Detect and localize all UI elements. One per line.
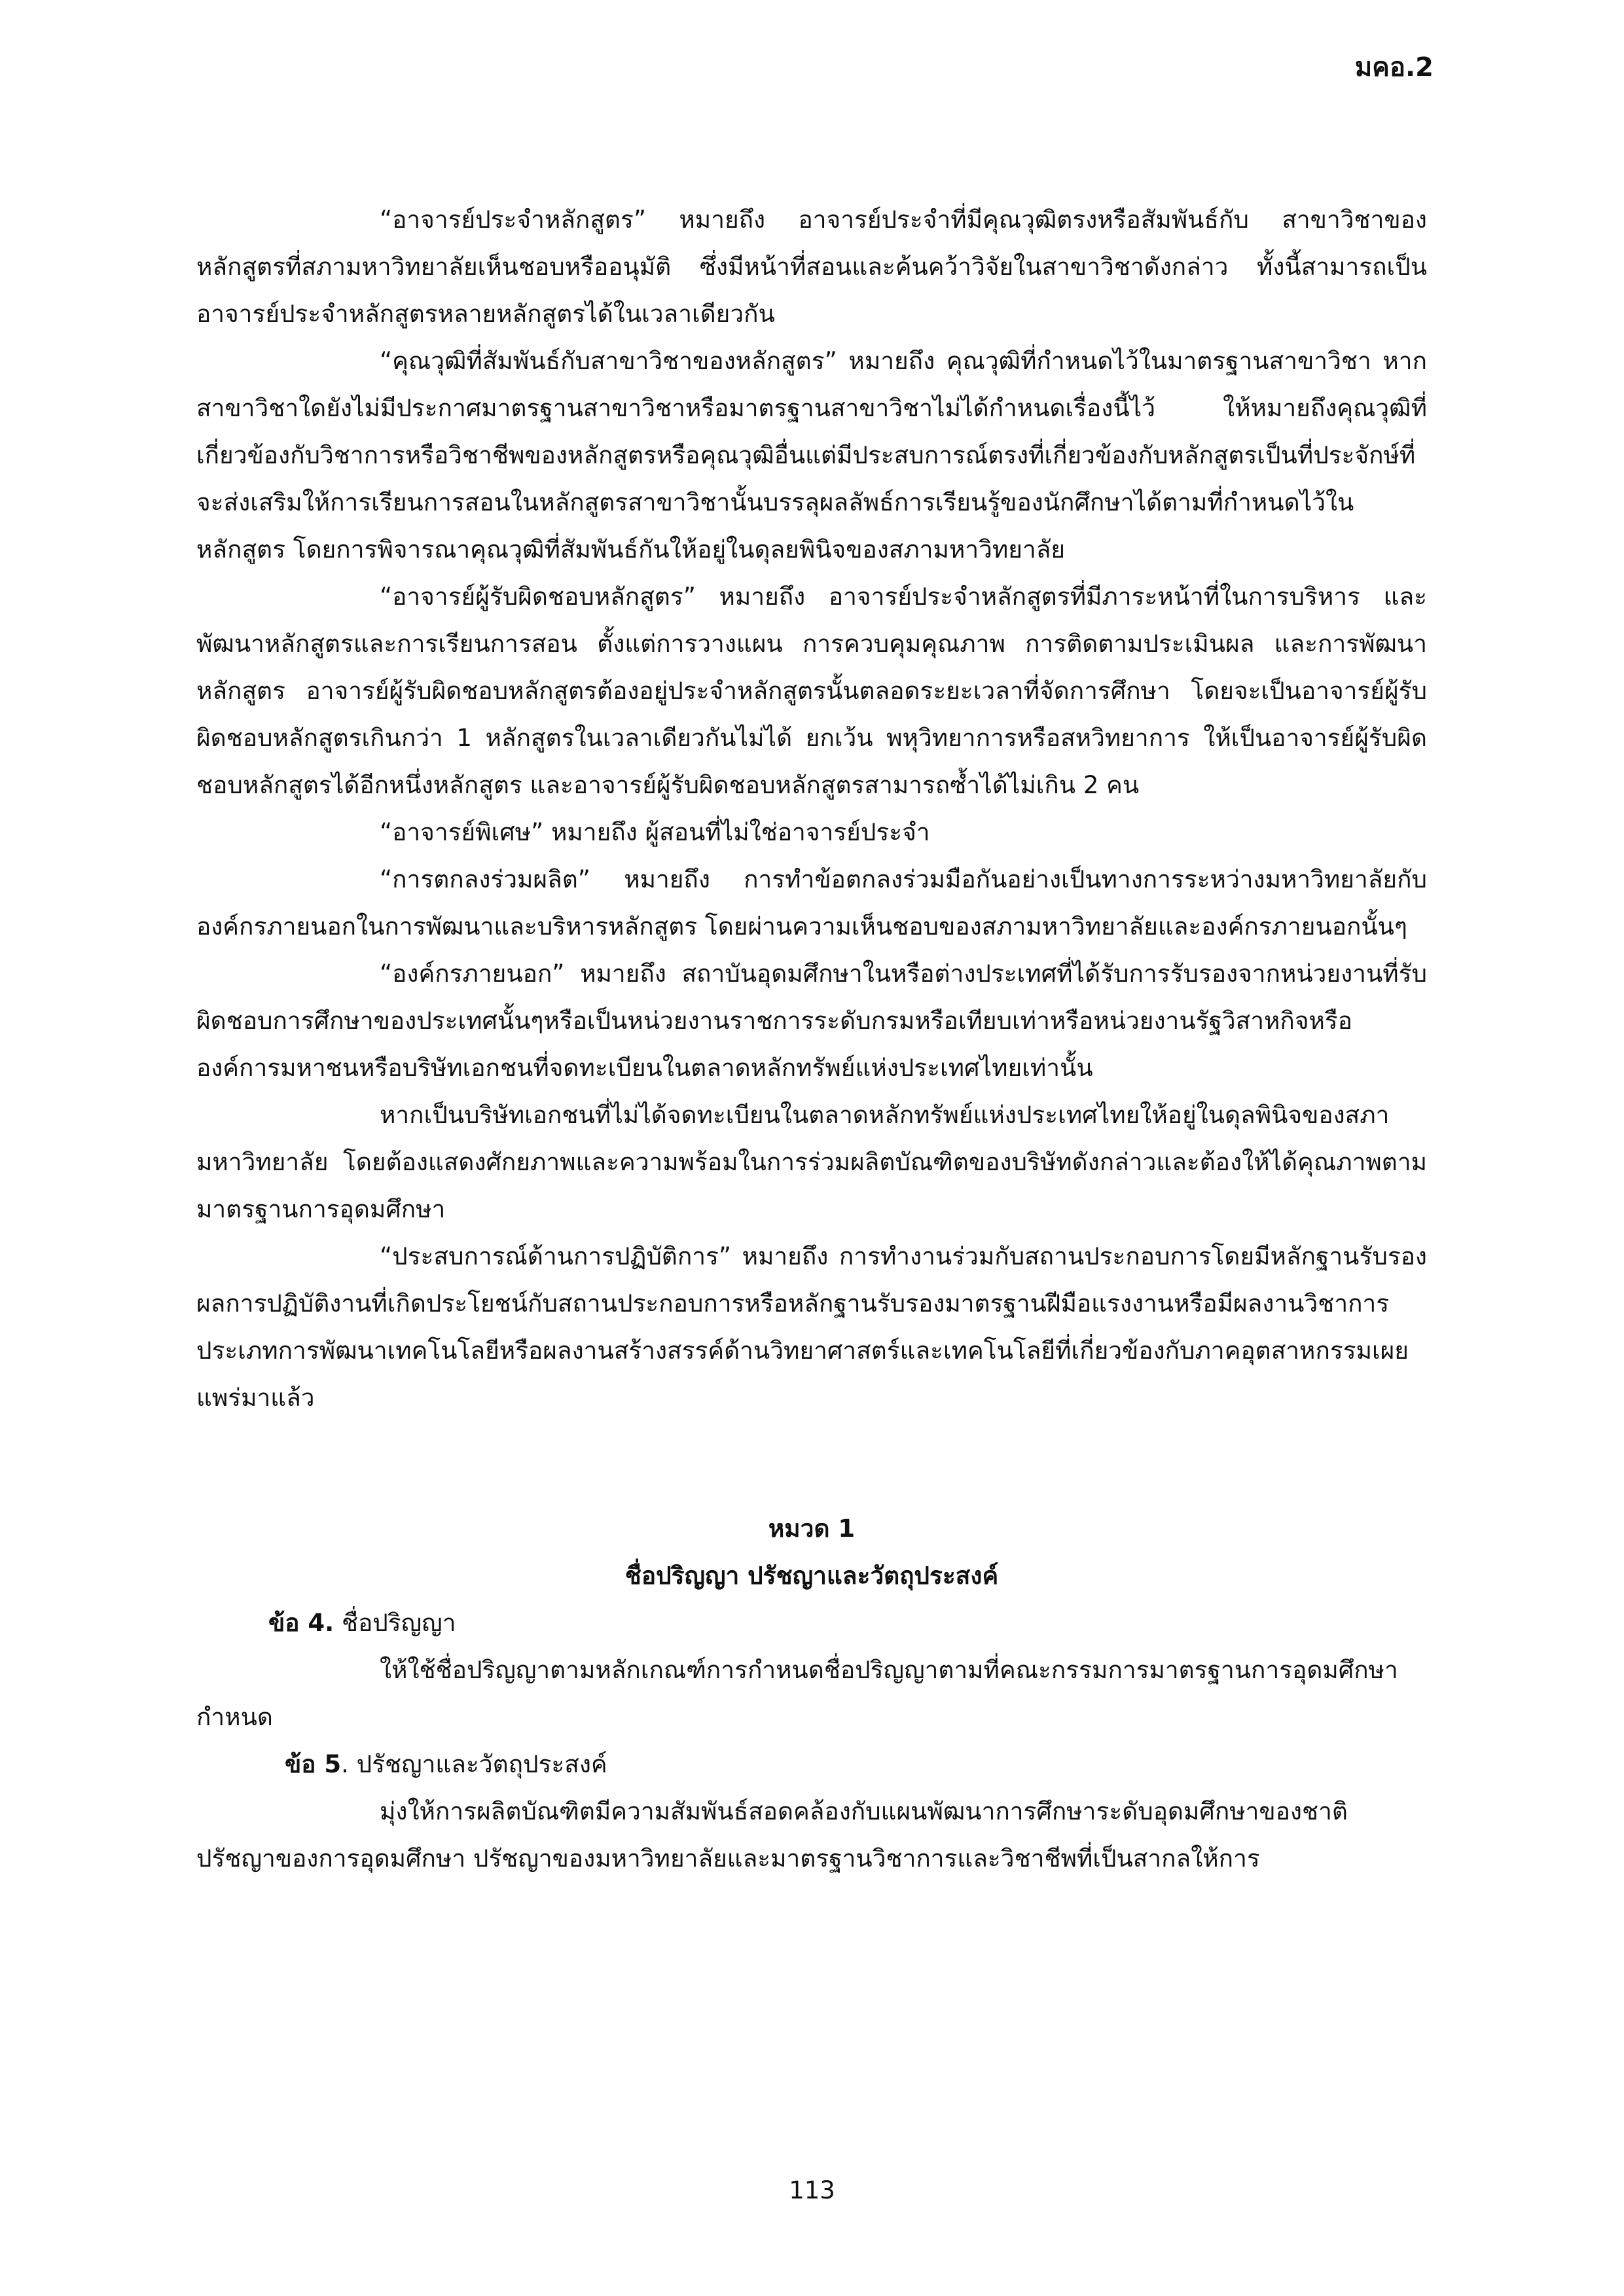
definition-paragraph: “คุณวุฒิที่สัมพันธ์กับสาขาวิชาของหลักสูตร” หมายถึง คุณวุฒิที่กำหนดไว้ในมาตรฐานสาขาวิชา หากสาขาวิชาใดยังไม่มีประกาศมาตรฐานสาขาวิชาหรือมาตรฐานสาขาวิชาไม่ได้กำหนดเรื่องนี้ไว้ ให้หมายถึงคุณวุฒิที่เกี่ยวข้องกับวิชาการหรือวิชาชีพของหลักสูตรหรือคุณวุฒิอื่นแต่มีประสบการณ์ตรงที่เกี่ยวข้องกับหลักสูตรเป็นที่ประจักษ์ที่จะส่งเสริมให้การเรียนการสอนในหลักสูตรสาขาวิชานั้นบรรลุผลลัพธ์การเรียนรู้ของนักศึกษาได้ตามที่กำหนดไว้ในหลักสูตร โดยการพิจารณาคุณวุฒิที่สัมพันธ์กันให้อยู่ในดุลยพินิจของสภามหาวิทยาลัย: [196, 347, 1427, 564]
clause-4-number: ข้อ 4.: [268, 1609, 334, 1637]
clause-5-heading: [196, 1741, 1427, 1788]
clause-5-title: . ปรัชญาและวัตถุประสงค์: [341, 1750, 607, 1778]
definition-paragraph: “อาจารย์พิเศษ” หมายถึง ผู้สอนที่ไม่ใช่อาจารย์ประจำ: [380, 818, 930, 846]
clause-4-heading: [196, 1600, 1427, 1647]
clause-5-number: ข้อ 5: [285, 1750, 342, 1778]
definition-paragraph: หากเป็นบริษัทเอกชนที่ไม่ได้จดทะเบียนในตลาดหลักทรัพย์แห่งประเทศไทยให้อยู่ในดุลพินิจของสภามหาวิทยาลัย โดยต้องแสดงศักยภาพและความพร้อมในการร่วมผลิตบัณฑิตของบริษัทดังกล่าวและต้องให้ได้คุณภาพตามมาตรฐานการอุดมศึกษา: [196, 1101, 1427, 1223]
document-code: มคอ.2: [1354, 52, 1434, 82]
page-number: 113: [789, 2176, 835, 2204]
chapter-title: ชื่อปริญญา ปรัชญาและวัตถุประสงค์: [624, 1562, 999, 1590]
clause-4-title: ชื่อปริญญา: [334, 1609, 456, 1637]
definition-paragraph: “อาจารย์ผู้รับผิดชอบหลักสูตร” หมายถึง อาจารย์ประจำหลักสูตรที่มีภาระหน้าที่ในการบริหาร และพัฒนาหลักสูตรและการเรียนการสอน ตั้งแต่การวางแผน การควบคุมคุณภาพ การติดตามประเมินผล และการพัฒนาหลักสูตร อาจารย์ผู้รับผิดชอบหลักสูตรต้องอยู่ประจำหลักสูตรนั้นตลอดระยะเวลาที่จัดการศึกษา โดยจะเป็นอาจารย์ผู้รับผิดชอบหลักสูตรเกินกว่า 1 หลักสูตรในเวลาเดียวกันไม่ได้ ยกเว้น พหุวิทยาการหรือสหวิทยาการ ให้เป็นอาจารย์ผู้รับผิดชอบหลักสูตรได้อีกหนึ่งหลักสูตร และอาจารย์ผู้รับผิดชอบหลักสูตรสามารถซ้ำได้ไม่เกิน 2 คน: [196, 583, 1427, 799]
document-body: [196, 196, 1427, 1882]
definition-paragraph: “องค์กรภายนอก” หมายถึง สถาบันอุดมศึกษาในหรือต่างประเทศที่ได้รับการรับรองจากหน่วยงานที่รับผิดชอบการศึกษาของประเทศนั้นๆหรือเป็นหน่วยงานราชการระดับกรมหรือเทียบเท่าหรือหน่วยงานรัฐวิสาหกิจหรือองค์การมหาชนหรือบริษัทเอกชนที่จดทะเบียนในตลาดหลักทรัพย์แห่งประเทศไทยเท่านั้น: [196, 960, 1427, 1082]
clause-4-text: ให้ใช้ชื่อปริญญาตามหลักเกณฑ์การกำหนดชื่อปริญญาตามที่คณะกรรมการมาตรฐานการอุดมศึกษากำหนด: [196, 1656, 1398, 1731]
definition-paragraph: “การตกลงร่วมผลิต” หมายถึง การทำข้อตกลงร่วมมือกันอย่างเป็นทางการระหว่างมหาวิทยาลัยกับองค์กรภายนอกในการพัฒนาและบริหารหลักสูตร โดยผ่านความเห็นชอบของสภามหาวิทยาลัยและองค์กรภายนอกนั้นๆ: [196, 865, 1427, 941]
chapter-number: หมวด 1: [768, 1515, 856, 1543]
definition-paragraph: “อาจารย์ประจำหลักสูตร” หมายถึง อาจารย์ประจำที่มีคุณวุฒิตรงหรือสัมพันธ์กับ สาขาวิชาของหลักสูตรที่สภามหาวิทยาลัยเห็นชอบหรืออนุมัติ ซึ่งมีหน้าที่สอนและค้นคว้าวิจัยในสาขาวิชาดังกล่าว ทั้งนี้สามารถเป็นอาจารย์ประจำหลักสูตรหลายหลักสูตรได้ในเวลาเดียวกัน: [196, 206, 1427, 328]
clause-5-text: มุ่งให้การผลิตบัณฑิตมีความสัมพันธ์สอดคล้องกับแผนพัฒนาการศึกษาระดับอุดมศึกษาของชาติ ปรัชญาของการอุดมศึกษา ปรัชญาของมหาวิทยาลัยและมาตรฐานวิชาการและวิชาชีพที่เป็นสากลให้การ: [196, 1797, 1348, 1873]
chapter-heading: [196, 1505, 1427, 1600]
definition-paragraph: “ประสบการณ์ด้านการปฏิบัติการ” หมายถึง การทำงานร่วมกับสถานประกอบการโดยมีหลักฐานรับรองผลการปฏิบัติงานที่เกิดประโยชน์กับสถานประกอบการหรือหลักฐานรับรองมาตรฐานฝีมือแรงงานหรือมีผลงานวิชาการประเภทการพัฒนาเทคโนโลยีหรือผลงานสร้างสรรค์ด้านวิทยาศาสตร์และเทคโนโลยีที่เกี่ยวข้องกับภาคอุตสาหกรรมเผยแพร่มาแล้ว: [196, 1242, 1427, 1412]
